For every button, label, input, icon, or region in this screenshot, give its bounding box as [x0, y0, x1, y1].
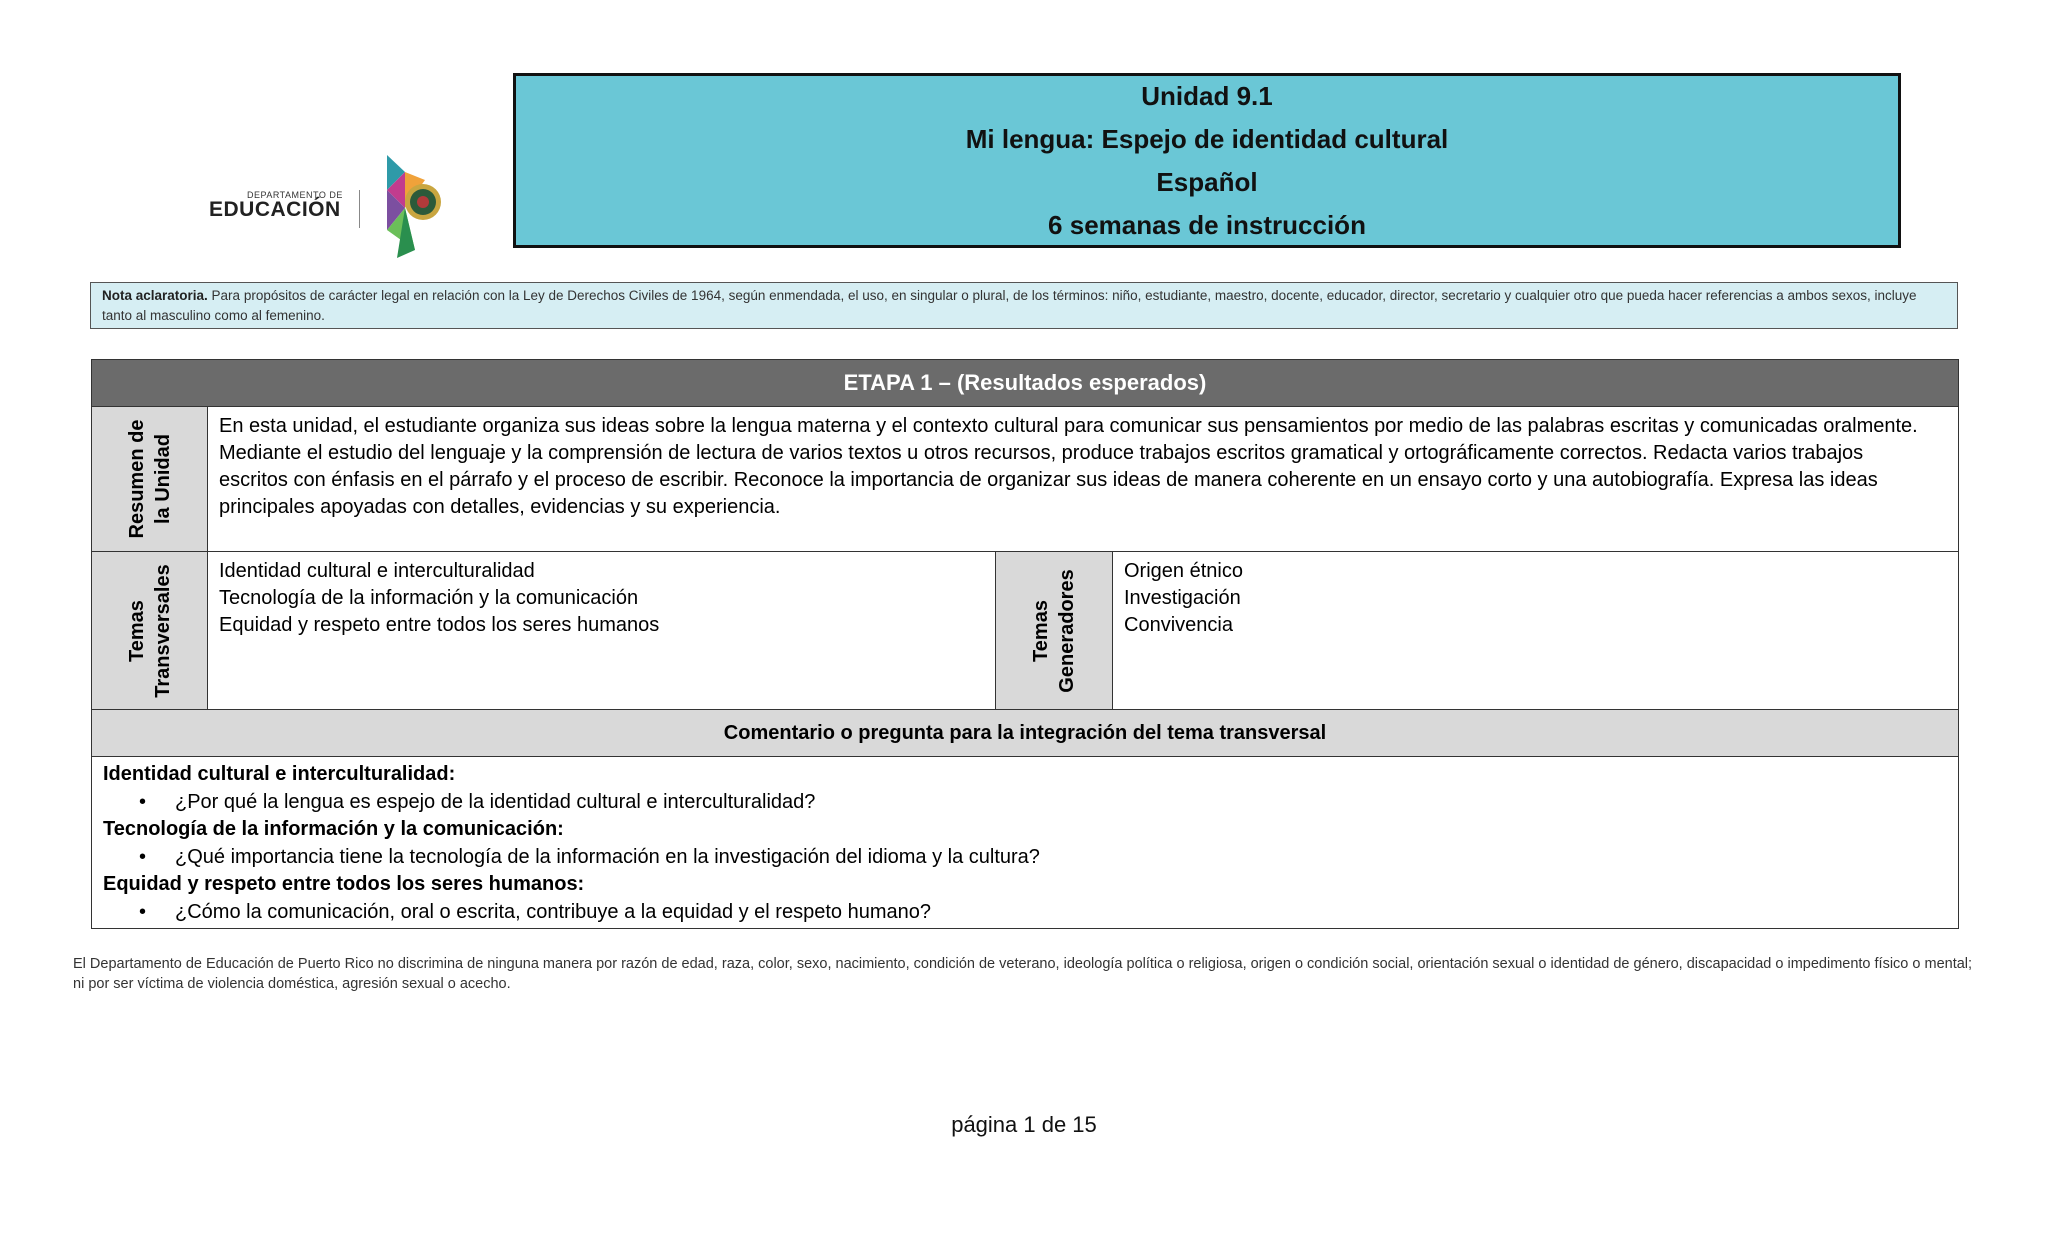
non-discrimination-footer: El Departamento de Educación de Puerto Rico no discrimina de ninguna manera por razón de edad, raza, color, sexo, nacimiento, condición de veterano, ideología política o religiosa, origen o condición social, orientación sexual o identidad de género, discapacidad o impedimento físico o mental; ni por ser víctima de violencia doméstica, agresión sexual o acecho.: [73, 956, 1973, 992]
generator-themes-label: [1028, 569, 1080, 692]
bullet-icon: •: [139, 845, 147, 868]
unit-title: Mi lengua: Espejo de identidad cultural: [965, 124, 1449, 154]
generator-theme: Origen étnico: [1124, 560, 1243, 582]
integration-heading: Tecnología de la información y la comunicación:: [103, 818, 564, 840]
summary-line: principales apoyadas con detalles, evidencias y su experiencia.: [219, 496, 781, 518]
bullet-icon: •: [139, 790, 147, 813]
bullet-icon: •: [139, 900, 147, 923]
integration-heading: Identidad cultural e interculturalidad:: [103, 763, 456, 785]
transversal-theme: Tecnología de la información y la comunicación: [219, 587, 639, 609]
generator-theme: Investigación: [1124, 587, 1241, 609]
integration-question-text: ¿Por qué la lengua es espejo de la identidad cultural e interculturalidad?: [175, 790, 816, 813]
generator-themes-label-cell: [996, 552, 1113, 710]
transversal-themes-list: [208, 552, 996, 710]
puerto-rico-seal-icon: [375, 150, 455, 262]
summary-label-line: la Unidad: [151, 434, 174, 525]
unit-title-box: [513, 73, 1901, 248]
generator-label-line: Generadores: [1056, 568, 1078, 693]
integration-comment-header: Comentario o pregunta para la integración del tema transversal: [92, 710, 1959, 757]
logo-separator: [359, 190, 360, 228]
summary-line: En esta unidad, el estudiante organiza sus ideas sobre la lengua materna y el contexto cultural para comunicar sus pensamientos por medio de las palabras escritas y comunicadas oralmente.: [219, 415, 1918, 437]
stage-1-table: [91, 359, 1959, 929]
unit-duration: 6 semanas de instrucción: [1048, 210, 1366, 240]
integration-questions: [92, 757, 1959, 929]
summary-line: escritos con énfasis en el párrafo y el proceso de escribir. Reconoce la importancia de organizar sus ideas de manera coherente en un ensayo corto y una autobiografía. Expresa las ideas: [219, 469, 1878, 491]
transversal-label-line: Temas: [125, 599, 148, 662]
summary-label-cell: [92, 407, 208, 552]
department-logo: [205, 150, 455, 270]
generator-theme: Convivencia: [1124, 614, 1233, 636]
transversal-themes-label: [124, 564, 176, 697]
integration-question: [103, 789, 1947, 817]
integration-question-text: ¿Qué importancia tiene la tecnología de la información en la investigación del idioma y la cultura?: [175, 845, 1040, 868]
clarifying-note-label: Nota aclaratoria.: [102, 288, 208, 303]
integration-question-text: ¿Cómo la comunicación, oral o escrita, contribuye a la equidad y el respeto humano?: [175, 900, 931, 923]
generator-themes-list: [1113, 552, 1959, 710]
logo-educacion-text: EDUCACIÓN: [209, 198, 341, 221]
generator-label-line: Temas: [1030, 599, 1052, 662]
unit-subject: Español: [1156, 167, 1258, 197]
integration-question: [103, 844, 1947, 872]
transversal-themes-label-cell: [92, 552, 208, 710]
logo-dept-text: DEPARTAMENTO DE: [247, 190, 343, 200]
transversal-theme: Equidad y respeto entre todos los seres humanos: [219, 614, 660, 636]
summary-line: Mediante el estudio del lenguaje y la comprensión de lectura de varios textos u otros recursos, produce trabajos escritos gramatical y ortográficamente correctos. Redacta varios trabajos: [219, 442, 1864, 464]
transversal-label-line: Transversales: [151, 563, 174, 698]
unit-number: Unidad 9.1: [1141, 81, 1273, 111]
transversal-theme: Identidad cultural e interculturalidad: [219, 560, 535, 582]
stage-1-header: ETAPA 1 – (Resultados esperados): [92, 360, 1959, 407]
summary-text: [208, 407, 1959, 552]
summary-label-line: Resumen de: [125, 419, 148, 539]
integration-question: [103, 899, 1947, 927]
page-number: página 1 de 15: [951, 1112, 1097, 1137]
clarifying-note: [90, 282, 1958, 329]
integration-heading: Equidad y respeto entre todos los seres humanos:: [103, 873, 585, 895]
clarifying-note-text: Para propósitos de carácter legal en relación con la Ley de Derechos Civiles de 1964, según enmendada, el uso, en singular o plural, de los términos: niño, estudiante, maestro, docente, educador, director, secretario y cualquier otro que pueda hacer referencias a ambos sexos, incluye tanto al masculino como al femenino.: [102, 288, 1917, 323]
summary-label: [124, 420, 176, 539]
